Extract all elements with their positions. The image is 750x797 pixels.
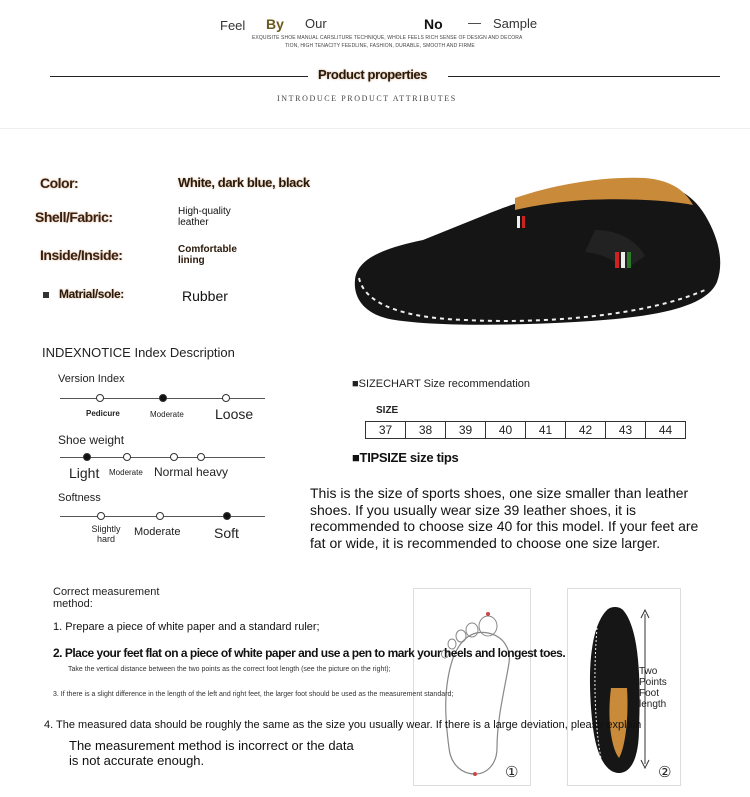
section-divider bbox=[0, 128, 750, 129]
prop-color-label: Color: bbox=[40, 175, 79, 191]
prop-inside-value: Comfortable lining bbox=[178, 244, 237, 266]
weight-option-moderate: Moderate bbox=[109, 468, 143, 477]
header-tagline-2: TION, HIGH TENACITY FEEDLINE, FASHION, DURABLE, SMOOTH AND FIRME bbox=[285, 43, 475, 49]
size-tips-title: ■TIPSIZE size tips bbox=[352, 450, 459, 465]
table-row bbox=[366, 422, 686, 439]
softness-option-slightly-hard: Slightly hard bbox=[91, 524, 121, 544]
header-word-feel: Feel bbox=[220, 18, 246, 33]
version-index-label: Version Index bbox=[58, 373, 125, 385]
weight-option-normal-dot bbox=[170, 453, 178, 461]
version-option-loose-dot bbox=[222, 394, 230, 402]
foot-outline-icon bbox=[413, 588, 531, 786]
measure-step-2: 2. Place your feet flat on a piece of white paper and use a pen to mark your heels and longest toes. bbox=[53, 646, 566, 660]
title-rule-left bbox=[50, 76, 308, 77]
weight-option-heavy-dot bbox=[197, 453, 205, 461]
weight-option-normal-heavy: Normal heavy bbox=[154, 465, 229, 479]
size-cell: 40 bbox=[486, 422, 526, 439]
prop-color-value: White, dark blue, black bbox=[178, 175, 310, 190]
header-dash: — bbox=[468, 15, 481, 30]
size-cell: 41 bbox=[526, 422, 566, 439]
version-option-loose: Loose bbox=[215, 406, 254, 422]
measure-note: The measurement method is incorrect or the data is not accurate enough. bbox=[69, 738, 354, 768]
size-tips-text: This is the size of sports shoes, one size smaller than leather shoes. If you usually wear size 39 leather shoes, it is recommended to choose size 40 for this model. If your feet are fat or wide, it is recommended to choose one size larger. bbox=[310, 485, 699, 551]
softness-option-soft-dot bbox=[223, 512, 231, 520]
weight-option-light-dot bbox=[83, 453, 91, 461]
loafer-shoe-image bbox=[345, 160, 735, 340]
version-option-moderate-dot bbox=[159, 394, 167, 402]
size-table bbox=[365, 421, 686, 439]
size-cell: 38 bbox=[406, 422, 446, 439]
section-subtitle: INTRODUCE PRODUCT ATTRIBUTES bbox=[277, 94, 457, 103]
prop-shell-value: High-quality leather bbox=[178, 206, 231, 228]
shoe-weight-label: Shoe weight bbox=[58, 433, 125, 447]
size-cell: 44 bbox=[646, 422, 686, 439]
size-row-label: SIZE bbox=[376, 405, 399, 416]
softness-option-hard-dot bbox=[97, 512, 105, 520]
foot-length-label: Two Points Foot length bbox=[639, 666, 667, 710]
measure-title: Correct measurement method: bbox=[53, 586, 160, 610]
section-title: Product properties bbox=[318, 67, 428, 82]
bullet-square bbox=[43, 292, 49, 298]
softness-option-moderate: Moderate bbox=[134, 526, 181, 538]
version-option-pedicure: Pedicure bbox=[86, 409, 120, 418]
figure-2-number: ② bbox=[658, 764, 672, 781]
measure-step-4: 4. The measured data should be roughly the same as the size you usually wear. If there is a large deviation, please explain bbox=[44, 719, 642, 731]
size-cell: 37 bbox=[366, 422, 406, 439]
size-chart-title: ■SIZECHART Size recommendation bbox=[352, 378, 531, 390]
softness-option-moderate-dot bbox=[156, 512, 164, 520]
size-cell: 43 bbox=[606, 422, 646, 439]
header-tagline-1: EXQUISITE SHOE MANUAL CARSLITURE TECHNIQUE, WHOLE FEELS RICH SENSE OF DESIGN AND DECORA bbox=[252, 35, 523, 41]
header-word-our: Our bbox=[305, 16, 327, 31]
prop-sole-value: Rubber bbox=[182, 288, 228, 304]
header-word-sample: Sample bbox=[493, 16, 538, 31]
softness-option-soft: Soft bbox=[214, 525, 239, 541]
weight-option-light: Light bbox=[69, 465, 100, 481]
version-option-moderate: Moderate bbox=[150, 410, 184, 419]
weight-option-moderate-dot bbox=[123, 453, 131, 461]
size-cell: 42 bbox=[566, 422, 606, 439]
header-word-by: By bbox=[266, 16, 284, 32]
prop-shell-label: Shell/Fabric: bbox=[35, 209, 113, 225]
measure-step-2-note: Take the vertical distance between the two points as the correct foot length (see the picture on the right); bbox=[68, 666, 391, 673]
title-rule-right bbox=[448, 76, 720, 77]
header-word-no: No bbox=[424, 16, 443, 32]
prop-sole-label: Matrial/sole: bbox=[59, 287, 124, 301]
index-title: INDEXNOTICE Index Description bbox=[42, 345, 235, 360]
measure-step-3: 3. If there is a slight difference in the length of the left and right feet, the larger foot should be used as the measurement standard; bbox=[53, 691, 454, 698]
figure-1-number: ① bbox=[505, 764, 519, 781]
prop-inside-label: Inside/Inside: bbox=[40, 247, 123, 263]
measure-step-1: 1. Prepare a piece of white paper and a standard ruler; bbox=[53, 621, 320, 633]
softness-label: Softness bbox=[58, 492, 101, 504]
size-cell: 39 bbox=[446, 422, 486, 439]
version-option-pedicure-dot bbox=[96, 394, 104, 402]
